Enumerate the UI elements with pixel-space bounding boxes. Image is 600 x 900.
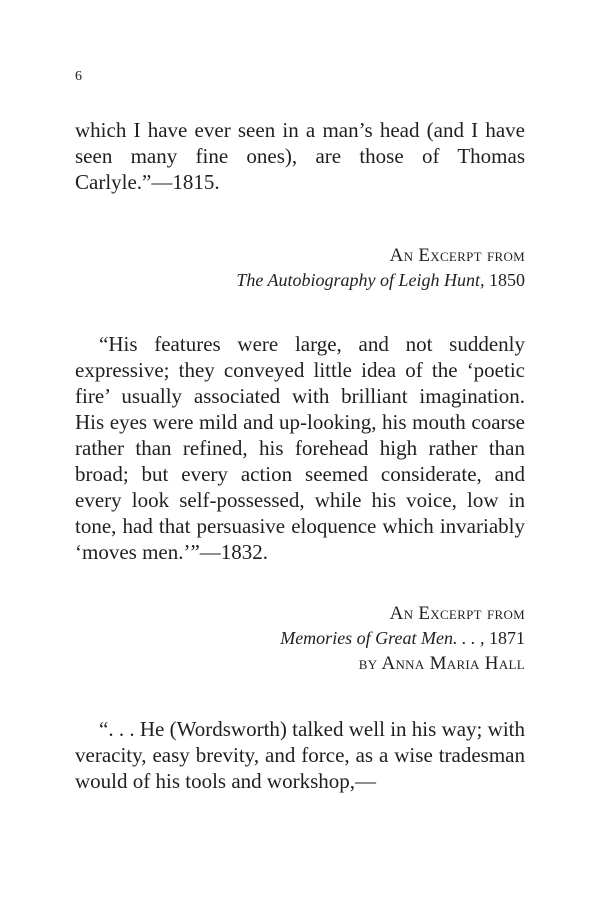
excerpt-source-line: [75, 268, 525, 293]
opening-paragraph: which I have ever seen in a man’s head (and I have seen many fine ones), are those of Thomas Carlyle.”—1815.: [75, 118, 525, 194]
excerpt-label: An Excerpt from: [389, 245, 525, 266]
book-title: Memories of Great Men. . . ,: [280, 628, 485, 648]
publication-year: 1850: [489, 270, 525, 290]
page-number: 6: [75, 69, 82, 84]
excerpt-heading-hunt: [75, 243, 525, 293]
excerpt-author: by Anna Maria Hall: [358, 653, 525, 674]
hunt-quote-paragraph: “His features were large, and not suddenly expressive; they conveyed little idea of the ‘poetic fire’ usually associated with brilliant imagination. His eyes were mild and up-looking, his mouth coarse rather than refined, his forehead high rather than broad; but every action seemed considerate, and every look self-possessed, while his voice, low in tone, had that persuasive eloquence which invariably ‘moves men.’”—1832.: [75, 332, 525, 564]
hall-quote-paragraph: “. . . He (Wordsworth) talked well in his way; with veracity, easy brevity, and force, as a wise tradesman would of his tools and workshop,—: [75, 717, 525, 793]
book-title: The Autobiography of Leigh Hunt,: [236, 270, 485, 290]
excerpt-label: An Excerpt from: [389, 603, 525, 624]
page-body: [75, 117, 525, 794]
excerpt-heading-hall: [75, 601, 525, 676]
excerpt-source-line: [75, 626, 525, 651]
publication-year: 1871: [489, 628, 525, 648]
